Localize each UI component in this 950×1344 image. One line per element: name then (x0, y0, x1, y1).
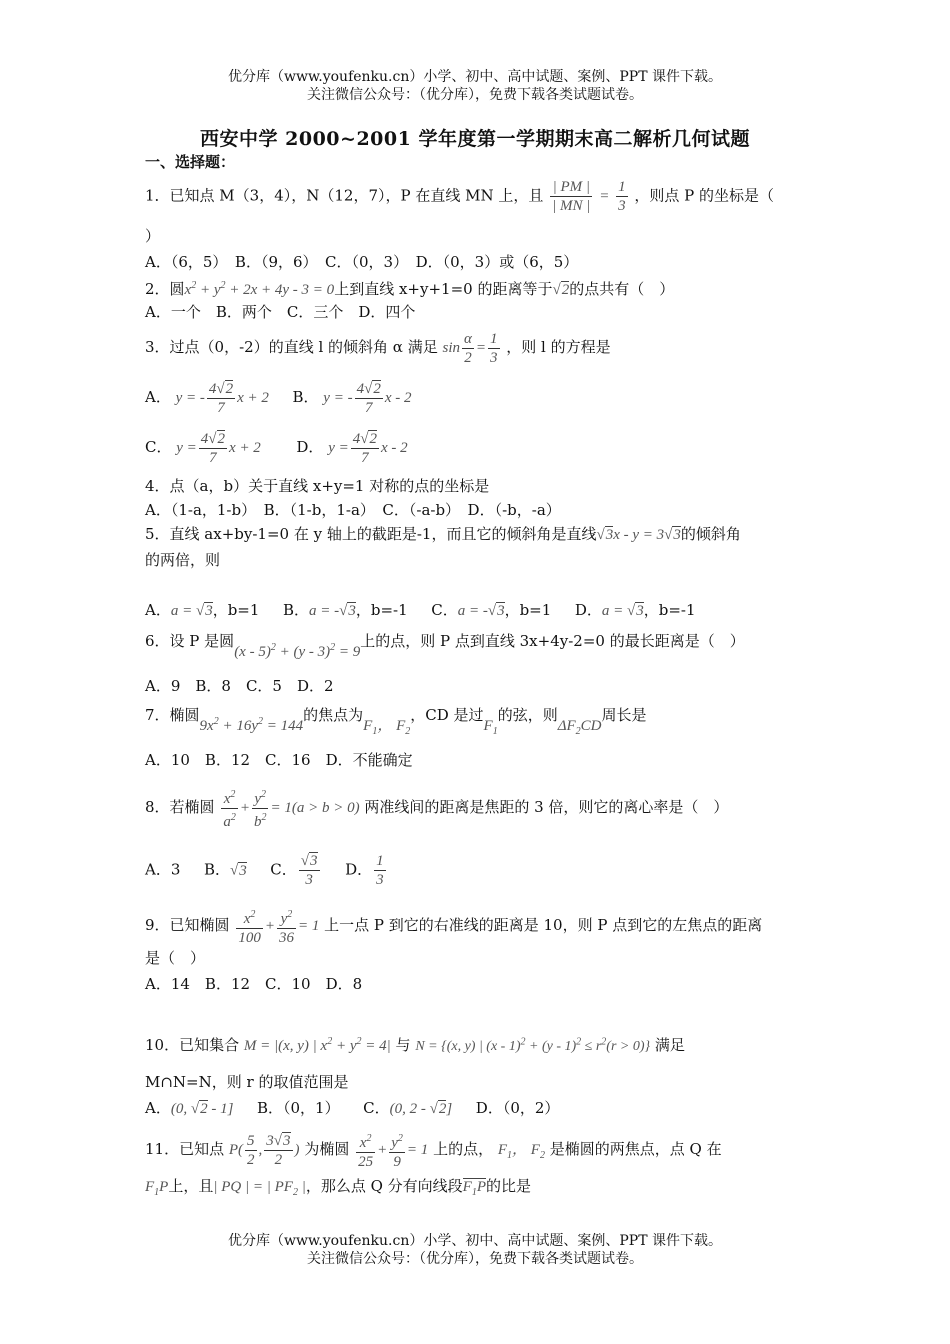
q3-sin-formula: sin $\frac{\alpha}{2}$ = $\frac{1}{3}$ (442, 331, 498, 366)
q7-foci: $F_1$， $F_2$ (363, 718, 411, 737)
q6-circle-formula: (x - 5)$^2$ + (y - 3)$^2$ = 9 (234, 642, 361, 660)
q10-set-m: M = |(x, y) | $x^2 + y^2 = 4|$ (243, 1036, 391, 1054)
q9-text-3: 是（ ） (145, 949, 206, 967)
q5-option-a-label: A． (145, 601, 171, 619)
q5-option-b-formula: a = -√3 (309, 603, 356, 619)
q7-options: A．10 B．12 C．16 D．不能确定 (145, 751, 413, 769)
q8-text: 8．若椭圆 (145, 797, 215, 816)
q11-vector-f1p: $F_1P$ (462, 1179, 486, 1198)
q10-text-2: 与 (395, 1036, 411, 1054)
q3-text-2: ，则 l 的方程是 (506, 337, 611, 356)
q7-text-5: 周长是 (601, 706, 647, 724)
q7-text-4: 的弦，则 (497, 706, 558, 724)
q3-option-c-formula: y = $\frac{4√2}{7}$ x + 2 (176, 431, 261, 466)
q5-text-2: 的倾斜角 (680, 525, 741, 543)
q10-option-d: D．（0，2） (475, 1099, 560, 1117)
question-4: 4．点（a，b）关于直线 x+y=1 对称的点的坐标是 (145, 477, 490, 495)
q2-text: 2．圆 (145, 280, 185, 298)
q1-close: ） (145, 227, 161, 245)
q10-text-4: M∩N=N，则 r 的取值范围是 (145, 1073, 349, 1091)
q10-option-a-label: A． (145, 1099, 171, 1117)
q5-option-a-formula: a = √3 (170, 603, 213, 619)
q5-text: 5．直线 ax+by-1=0 在 y 轴上的截距是-1，而且它的倾斜角是直线 (145, 525, 597, 543)
q7-f1: $F_1$ (483, 718, 498, 737)
q11-text-3: 上的点， (433, 1139, 494, 1158)
q7-ellipse-formula: $9x^2 + 16y^2 = 144$ (199, 716, 304, 734)
q10-option-c-formula: (0, 2 - √2] (389, 1101, 453, 1117)
q3-option-b-label: B． (292, 387, 319, 406)
q11-pq-condition: | PQ | = | $PF_2$ | (213, 1179, 306, 1198)
q11-text-6: ，那么点 Q 分有向线段 (305, 1177, 463, 1195)
q10-option-b: B．（0，1） (256, 1099, 340, 1117)
q10-text: 10．已知集合 (145, 1036, 240, 1054)
question-5 (145, 524, 741, 545)
q8-option-d-label: D． (345, 860, 373, 879)
q5-line-formula: √3x - y = 3√3 (596, 527, 681, 543)
q6-options: A．9 B．8 C．5 D．2 (145, 677, 334, 695)
q1-text: 1．已知点 M（3，4），N（12，7），P 在直线 MN 上，且 (145, 186, 544, 205)
q11-text-7: 的比是 (486, 1177, 532, 1195)
q5-option-a-value: ，b=1 (212, 601, 260, 619)
q3-option-a-formula: y = - $\frac{4√2}{7}$ x + 2 (175, 381, 269, 416)
question-9 (145, 906, 762, 947)
question-8 (145, 786, 728, 831)
footer-line-2: 关注微信公众号：（优分库），免费下载各类试题试卷。 (307, 1251, 643, 1267)
q5-option-c-value: ，b=1 (504, 601, 552, 619)
q10-set-n: N = {(x, y) | $(x - 1)^2 + (y - 1)^2 \le r^2(r > 0)$} (415, 1036, 651, 1054)
q8-option-c-formula: $\frac{√3}{3}$ (300, 853, 318, 888)
q11-text-2: 为椭圆 (304, 1139, 350, 1158)
question-1: 1．已知点 M（3，4），N（12，7），P 在直线 MN 上，且 $\frac{| PM |}{| MN |}$ = $\frac{1}{3}$ ，则点 P 的坐标是（ (145, 179, 775, 214)
q5-text-3: 的两倍，则 (145, 551, 221, 569)
q7-text: 7．椭圆 (145, 706, 200, 724)
q11-line-2 (145, 1176, 531, 1203)
q11-point-p: P( $\frac{5}{2}$ , $\frac{3√3}{2}$ ) (228, 1133, 300, 1168)
q5-options (145, 600, 696, 621)
q6-text-2: 上的点，则 P 点到直线 3x+4y-2=0 的最长距离是（ ） (360, 632, 745, 650)
q2-circle-formula: $x^2 + y^2 + 2x + 4y - 3 = 0$ (184, 280, 335, 298)
q5-option-c-label: C． (431, 601, 458, 619)
q10-option-a-formula: (0, √2 - 1] (170, 1101, 234, 1117)
q8-options (145, 852, 388, 889)
q8-ellipse-formula: $\frac{x^2}{a^2}$ + $\frac{y^2}{b^2}$ = 1(a > b > 0) (219, 800, 359, 816)
q8-option-a: A．3 (145, 860, 181, 879)
q10-options (145, 1098, 559, 1119)
section-heading: 一、选择题： (145, 153, 236, 171)
q4-options: A．（1-a，1-b） B．（1-b，1-a） C．（-a-b） D．（-b，-a） (145, 501, 561, 519)
q5-option-c-formula: a = -√3 (457, 603, 505, 619)
q5-option-d-value: ，b=-1 (643, 601, 696, 619)
q3-option-d-label: D． (296, 437, 324, 456)
q1-ratio-value: $\frac{1}{3}$ (618, 179, 626, 214)
q5-option-d-label: D． (574, 601, 602, 619)
q5-option-b-label: B． (282, 601, 310, 619)
header-line-2: 关注微信公众号：（优分库），免费下载各类试题试卷。 (307, 87, 643, 103)
q8-text-2: 两准线间的距离是焦距的 3 倍，则它的离心率是（ ） (364, 797, 729, 816)
q2-text-2: 上到直线 x+y+1=0 的距离等于 (334, 280, 553, 298)
q9-options: A．14 B．12 C．10 D．8 (145, 975, 363, 993)
q3-option-c-label: C． (145, 437, 172, 456)
q11-text: 11．已知点 (145, 1139, 225, 1158)
q8-option-c-label: C． (270, 860, 297, 879)
q3-options-cd (145, 430, 408, 467)
q7-triangle: $\Delta F_2CD$ (557, 718, 602, 737)
q8-option-b-formula: √3 (229, 862, 247, 879)
question-3 (145, 330, 611, 367)
q3-text: 3．过点（0，-2）的直线 l 的倾斜角 α 满足 (145, 337, 438, 356)
q7-text-2: 的焦点为 (303, 706, 364, 724)
q11-ellipse-formula: $\frac{x^2}{25}$ + $\frac{y^2}{9}$ = 1 (354, 1142, 428, 1158)
question-7 (145, 702, 647, 737)
q9-ellipse-formula: $\frac{x^2}{100}$ + $\frac{y^2}{36}$ = 1 (234, 918, 319, 934)
q7-text-3: ，CD 是过 (410, 706, 484, 724)
q1-ratio-formula: $\frac{| PM |}{| MN |}$ (552, 179, 591, 214)
q3-option-b-formula: y = - $\frac{4√2}{7}$ x - 2 (323, 381, 412, 416)
question-6 (145, 628, 745, 660)
q10-text-3: 满足 (654, 1036, 685, 1054)
q11-foci: $F_1$， $F_2$ (497, 1141, 545, 1161)
footer-line-1: 优分库（www.youfenku.cn）小学、初中、高中试题、案例、PPT 课件下载。 (227, 1233, 722, 1249)
q10-option-c-label: C． (363, 1099, 390, 1117)
q3-options-ab (145, 380, 411, 417)
q5-option-d-formula: a = √3 (601, 603, 644, 619)
question-2 (145, 276, 674, 300)
q9-text-2: 上一点 P 到它的右准线的距离是 10，则 P 点到它的左焦点的距离 (324, 915, 763, 934)
q3-option-d-formula: y = $\frac{4√2}{7}$ x - 2 (328, 431, 408, 466)
q9-text: 9．已知椭圆 (145, 915, 230, 934)
q2-sqrt2: √2 (552, 282, 570, 298)
q11-segment-f1p: $F_1P$ (145, 1179, 169, 1198)
page-title: 西安中学 2000~2001 学年度第一学期期末高二解析几何试题 (200, 128, 750, 150)
q2-text-3: 的点共有（ ） (569, 280, 675, 298)
q1-options: A．（6，5） B．（9，6） C．（0，3） D．（0，3）或（6，5） (145, 253, 579, 271)
q5-option-b-value: ，b=-1 (355, 601, 408, 619)
q8-option-b-label: B． (203, 860, 230, 879)
q2-options: A．一个 B．两个 C．三个 D．四个 (145, 303, 416, 321)
header-line-1: 优分库（www.youfenku.cn）小学、初中、高中试题、案例、PPT 课件下载。 (227, 69, 722, 85)
q11-text-5: 上，且 (168, 1177, 214, 1195)
question-11 (145, 1130, 722, 1171)
q11-text-4: 是椭圆的两焦点，点 Q 在 (549, 1139, 722, 1158)
q3-option-a-label: A． (145, 387, 171, 406)
q6-text: 6．设 P 是圆 (145, 632, 235, 650)
question-10 (145, 1032, 685, 1057)
q8-option-d-formula: $\frac{1}{3}$ (376, 853, 384, 888)
q1-text-2: ，则点 P 的坐标是（ (634, 186, 775, 205)
